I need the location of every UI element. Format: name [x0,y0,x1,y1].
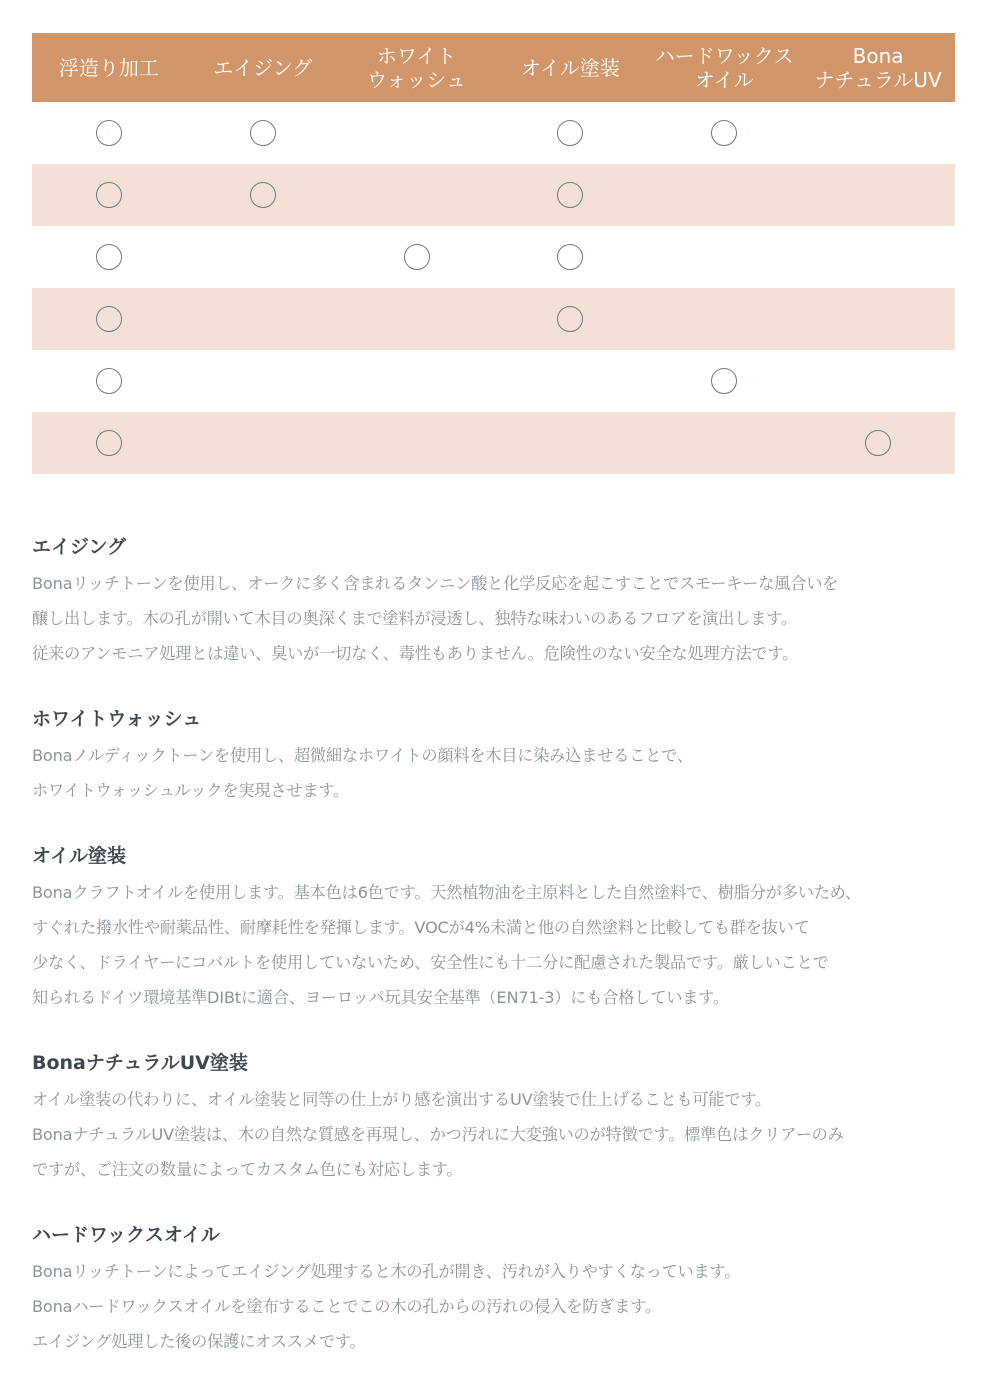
section-title: ハードワックスオイル [32,1224,220,1246]
section-line: 少なく、ドライヤーにコバルトを使用していないため、安全性にも十二分に配慮された製品です。厳しいことで [32,953,829,972]
circle-mark-icon [711,368,737,394]
table-row [32,288,955,350]
column-header-aging [186,33,340,102]
table-row [32,226,955,288]
section-line: 醸し出します。木の孔が開いて木目の奥深くまで塗料が浸透し、独特な味わいのあるフロアを演出します。 [32,609,797,628]
table-cell [647,226,801,288]
column-header-line: オイル [694,67,754,92]
table-cell [32,288,186,350]
table-cell [801,288,955,350]
table-cell [493,288,647,350]
table-cell [647,164,801,226]
table-cell [493,412,647,474]
column-header-line: Bona [852,43,904,68]
column-header-natural-uv [801,33,955,102]
section-line: ですが、ご注文の数量によってカスタム色にも対応します。 [32,1160,463,1179]
table-cell [801,102,955,164]
circle-mark-icon [865,430,891,456]
table-cell [186,226,340,288]
column-header-line: ホワイト [376,43,457,68]
description-section [32,1048,962,1187]
section-line: Bonaハードワックスオイルを塗布することでこの木の孔からの汚れの侵入を防ぎます。 [32,1297,661,1316]
section-line: Bonaクラフトオイルを使用します。基本色は6色です。天然植物油を主原料とした自然塗料で、樹脂分が多いため、 [32,883,862,902]
section-line: ホワイトウォッシュルックを実現させます。 [32,781,349,800]
column-header-line: ナチュラルUV [814,67,942,92]
table-cell [340,412,494,474]
circle-mark-icon [557,306,583,332]
table-row [32,164,955,226]
circle-mark-icon [557,244,583,270]
table-cell [340,350,494,412]
table-cell [340,102,494,164]
table-cell [493,350,647,412]
table-cell [647,412,801,474]
table-cell [186,102,340,164]
table-cell [32,350,186,412]
table-cell [32,102,186,164]
section-line: Bonaリッチトーンによってエイジング処理すると木の孔が開き、汚れが入りやすくなっています。 [32,1262,741,1281]
table-cell [186,412,340,474]
description-section [32,841,962,1015]
circle-mark-icon [557,182,583,208]
circle-mark-icon [557,120,583,146]
table-cell [493,164,647,226]
finish-matrix-table [32,33,955,474]
table-row [32,412,955,474]
section-line: オイル塗装の代わりに、オイル塗装と同等の仕上がり感を演出するUV塗装で仕上げることも可能です。 [32,1090,772,1109]
table-row [32,350,955,412]
table-cell [801,164,955,226]
circle-mark-icon [96,368,122,394]
section-body [32,1082,962,1187]
section-line: 知られるドイツ環境基準DIBtに適合、ヨーロッパ玩具安全基準（EN71-3）にも合格しています。 [32,988,729,1007]
section-line: すぐれた撥水性や耐薬品性、耐摩耗性を発揮します。VOCが4%未満と他の自然塗料と比較しても群を抜いて [32,918,810,937]
table-cell [32,412,186,474]
circle-mark-icon [404,244,430,270]
table-cell [493,102,647,164]
circle-mark-icon [96,244,122,270]
description-section [32,532,962,671]
description-section [32,704,962,808]
table-cell [647,350,801,412]
matrix-body [32,102,955,474]
column-header-oil [493,33,647,102]
column-header-line: オイル塗装 [520,55,620,80]
section-body [32,875,962,1015]
column-header-ukezukuri [32,33,186,102]
circle-mark-icon [711,120,737,146]
description-section [32,1220,962,1359]
column-header-line: ハードワックス [654,43,794,68]
section-title: オイル塗装 [32,845,127,867]
table-cell [32,226,186,288]
column-header-hardwax [647,33,801,102]
table-cell [801,226,955,288]
section-body [32,1254,962,1359]
section-title: BonaナチュラルUV塗装 [32,1052,248,1074]
circle-mark-icon [96,306,122,332]
circle-mark-icon [96,430,122,456]
section-line: エイジング処理した後の保護にオススメです。 [32,1332,366,1351]
section-title: ホワイトウォッシュ [32,708,202,730]
circle-mark-icon [250,182,276,208]
table-cell [801,350,955,412]
table-cell [186,164,340,226]
section-line: Bonaリッチトーンを使用し、オークに多く含まれるタンニン酸と化学反応を起こすことでスモーキーな風合いを [32,574,839,593]
table-cell [340,226,494,288]
section-line: 従来のアンモニア処理とは違い、臭いが一切なく、毒性もありません。危険性のない安全な処理方法です。 [32,644,799,663]
table-cell [801,412,955,474]
table-cell [186,350,340,412]
section-body [32,566,962,671]
column-header-whitewash [340,33,494,102]
table-cell [647,102,801,164]
header-row [32,33,955,102]
column-header-line: ウォッシュ [367,67,466,92]
table-cell [340,288,494,350]
table-cell [186,288,340,350]
table-cell [32,164,186,226]
section-line: BonaナチュラルUV塗装は、木の自然な質感を再現し、かつ汚れに大変強いのが特徴です。標準色はクリアーのみ [32,1125,844,1144]
description-sections [32,532,962,1392]
circle-mark-icon [96,120,122,146]
section-title: エイジング [32,536,127,558]
section-body [32,738,962,808]
column-header-line: エイジング [213,55,313,80]
table-cell [647,288,801,350]
circle-mark-icon [96,182,122,208]
table-row [32,102,955,164]
table-cell [340,164,494,226]
section-line: Bonaノルディックトーンを使用し、超微細なホワイトの顔料を木目に染み込ませることで、 [32,746,693,765]
table-cell [493,226,647,288]
circle-mark-icon [250,120,276,146]
column-header-line: 浮造り加工 [58,55,159,80]
